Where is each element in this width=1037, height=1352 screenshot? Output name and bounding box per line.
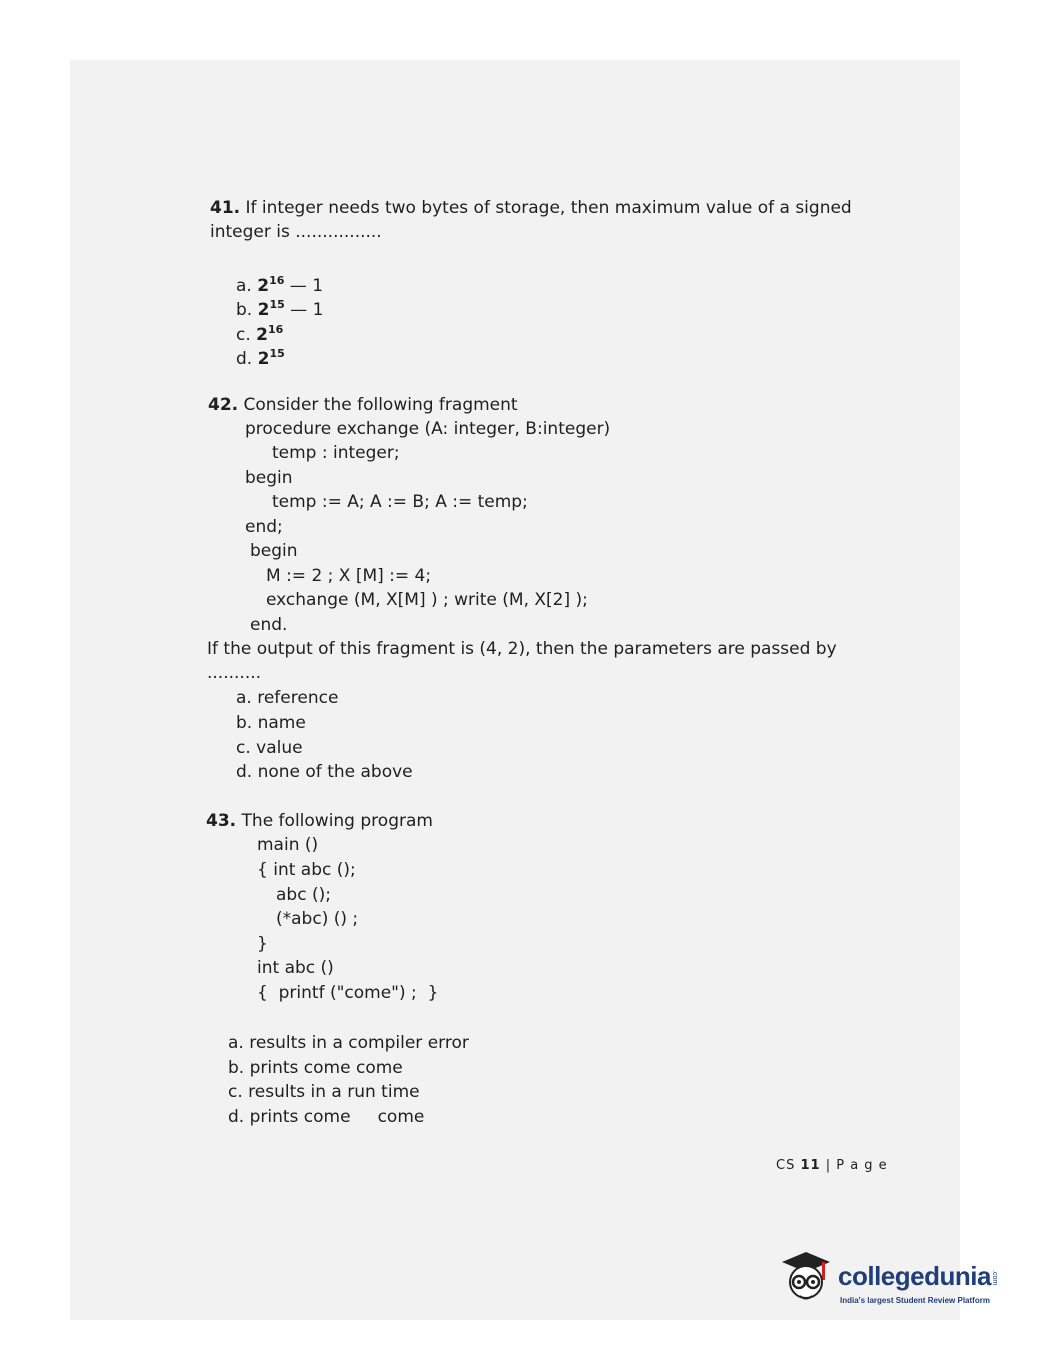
q43-number: 43. bbox=[206, 811, 237, 831]
q43-code-line: { printf ("come") ; } bbox=[257, 983, 439, 1003]
q42-code-line: end; bbox=[245, 517, 283, 537]
collegedunia-logo-icon bbox=[778, 1246, 838, 1312]
q42-code-line: temp : integer; bbox=[272, 443, 400, 463]
page-label: | P a g e bbox=[825, 1158, 888, 1173]
q42-question-line2: .......... bbox=[207, 663, 262, 683]
q41-option-a: a. $2^{16}$ — 1 bbox=[236, 274, 324, 296]
q42-option-d: d. none of the above bbox=[236, 762, 413, 782]
q42-question-line1: If the output of this fragment is (4, 2), then the parameters are passed by bbox=[207, 639, 837, 659]
page-footer bbox=[776, 1158, 888, 1173]
page-prefix: CS bbox=[776, 1158, 796, 1173]
q42-code-line: M := 2 ; X [M] := 4; bbox=[266, 566, 432, 586]
q42-code-line: begin bbox=[250, 541, 298, 561]
q43-option-d: d. prints come come bbox=[228, 1107, 425, 1127]
brand-name: collegedunia bbox=[838, 1261, 991, 1291]
brand-suffix: .com bbox=[990, 1269, 998, 1285]
q43-code-line: (*abc) () ; bbox=[276, 909, 359, 929]
q41-number: 41. bbox=[210, 198, 241, 218]
brand-tagline: India's largest Student Review Platform bbox=[840, 1296, 990, 1305]
q43-option-a: a. results in a compiler error bbox=[228, 1033, 469, 1053]
q42-number: 42. bbox=[208, 395, 239, 415]
q42-option-b: b. name bbox=[236, 713, 306, 733]
scanned-page bbox=[70, 60, 960, 1320]
q42-option-a: a. reference bbox=[236, 688, 339, 708]
q43-code-line: abc (); bbox=[276, 885, 331, 905]
q41-option-c: c. $2^{16}$ bbox=[236, 323, 284, 345]
q42-code-line: procedure exchange (A: integer, B:integer) bbox=[245, 419, 611, 439]
brand-block bbox=[838, 1261, 998, 1292]
q43-option-b: b. prints come come bbox=[228, 1058, 403, 1078]
q41-option-d: d. $2^{15}$ bbox=[236, 347, 285, 369]
q41-line1 bbox=[210, 198, 852, 218]
q42-option-c: c. value bbox=[236, 738, 303, 758]
q41-text-line1: If integer needs two bytes of storage, then maximum value of a signed bbox=[245, 198, 852, 218]
q42-code-line: temp := A; A := B; A := temp; bbox=[272, 492, 528, 512]
q42-code-line: begin bbox=[245, 468, 293, 488]
q41-text-line2: integer is ................ bbox=[210, 222, 382, 242]
q43-option-c: c. results in a run time bbox=[228, 1082, 420, 1102]
q42-code-line: exchange (M, X[M] ) ; write (M, X[2] ); bbox=[266, 590, 588, 610]
q43-code-line: int abc () bbox=[257, 958, 334, 978]
q43-code-line: main () bbox=[257, 835, 319, 855]
q43-code-line: } bbox=[257, 934, 268, 954]
q42-code-line: end. bbox=[250, 615, 288, 635]
q43-code-line: { int abc (); bbox=[257, 860, 356, 880]
q43-title: 43. The following program bbox=[206, 811, 433, 831]
page-number: 11 bbox=[800, 1158, 821, 1173]
q42-title: 42. Consider the following fragment bbox=[208, 395, 518, 415]
q41-option-b: b. $2^{15}$ — 1 bbox=[236, 298, 324, 320]
